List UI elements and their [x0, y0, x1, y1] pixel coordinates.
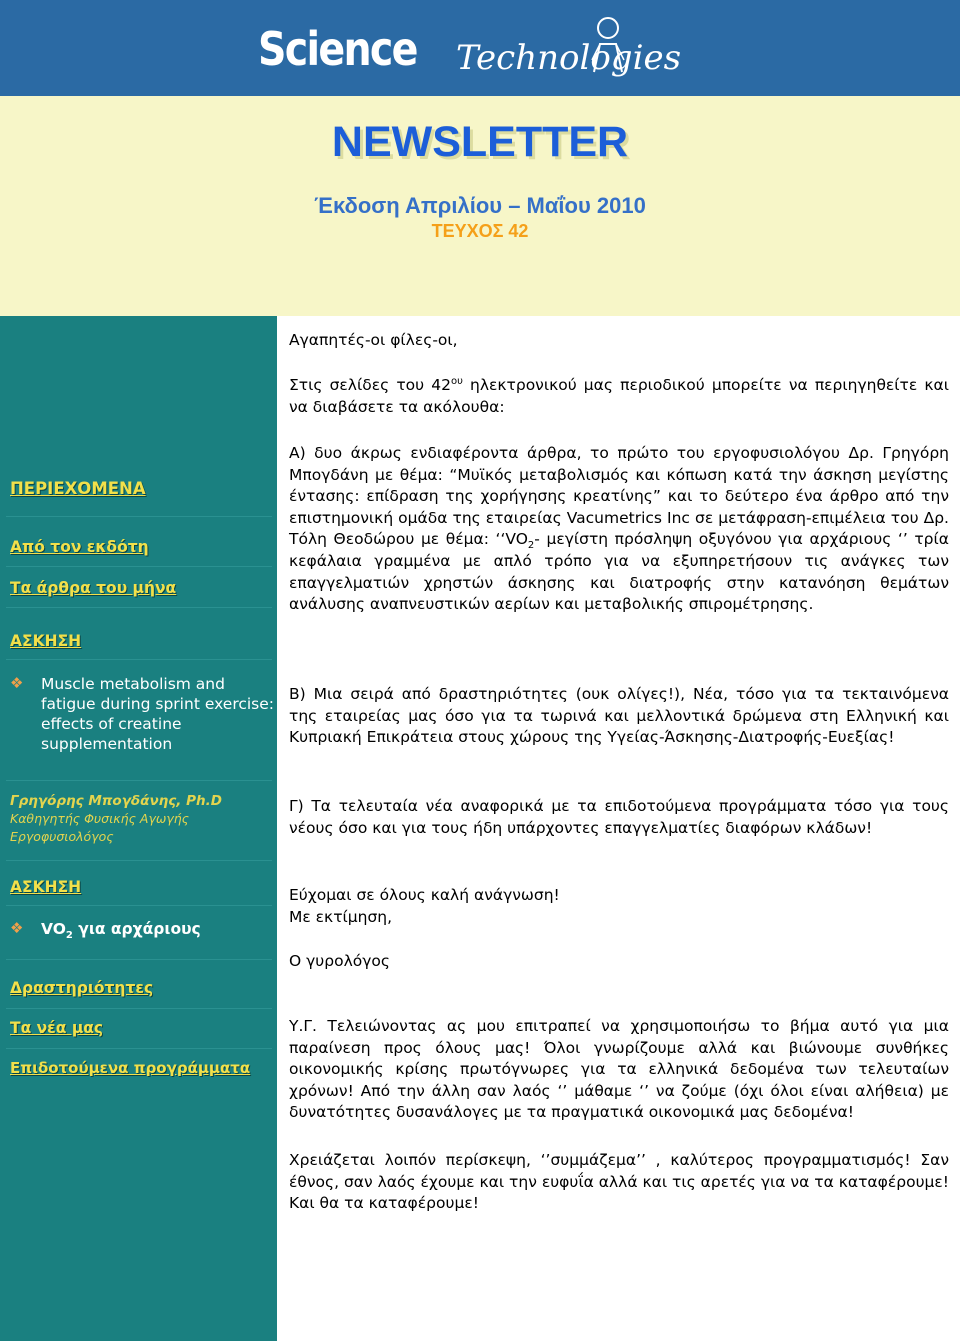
sidebar-link-exercise-2[interactable]: ΑΣΚΗΣΗ [10, 878, 82, 896]
sidebar-link-activities[interactable]: Δραστηριότητες [10, 979, 154, 997]
sidebar-link-programs[interactable]: Επιδοτούμενα προγράμματα [10, 1059, 251, 1077]
logo-main-text: Science [258, 22, 417, 76]
author-role-pe: Καθηγητής Φυσικής Αγωγής [10, 811, 189, 826]
logo-sub-text: Technologies [456, 38, 682, 78]
edition-date: Έκδοση Απριλίου – Μαΐου 2010 [314, 193, 646, 218]
closing-regards: Με εκτίμηση, [289, 908, 393, 926]
sidebar-link-from-editor[interactable]: Από τον εκδότη [10, 538, 149, 556]
greeting: Αγαπητές-οι φίλες-οι, [289, 331, 458, 349]
author-name: Γρηγόρης Μπογδάνης, Ph.D [10, 793, 222, 809]
paragraph-b: Β) Μια σειρά από δραστηριότητες (ουκ ολίγες!), Νέα, τόσο για τα τεκταινόμενα της εταιρείας μας όσο για τα τωρινά και μελλοντικά δρώμενα στη Ελληνική και Κυπριακή Επικράτεια στους χώρους της Υγείας-Άσκησης-Διατροφής-Ευεξίας! [289, 685, 949, 747]
sidebar-link-articles[interactable]: Τα άρθρα του μήνα [10, 579, 177, 597]
sidebar-article-creatine[interactable]: Muscle metabolism and fatigue during sprint exercise: effects of creatine supplementation [41, 675, 275, 753]
intro-paragraph: Στις σελίδες του $42^{o\upsilon}$ ηλεκτρονικού μας περιοδικού μπορείτε να περιηγηθείτε και να διαβάσετε τα ακόλουθα: [289, 375, 949, 416]
newsletter-title: NEWSLETTER [331, 118, 629, 166]
postscript-2: Χρειάζεται λοιπόν περίσκεψη, ‘’συμμάζεμα’’ , καλύτερος προγραμματισμός! Σαν έθνος, σαν λαός έχουμε και την ευφυΐα αλλά και τις αρετές για να τα καταφέρουμε! Και θα τα καταφέρουμε! [289, 1151, 949, 1213]
sidebar-link-exercise[interactable]: ΑΣΚΗΣΗ [10, 632, 82, 650]
sidebar [0, 316, 277, 1341]
site-header [0, 0, 960, 96]
sidebar-link-news[interactable]: Τα νέα μας [10, 1019, 104, 1037]
paragraph-a: Α) δυο άκρως ενδιαφέροντα άρθρα, το πρώτο του εργοφυσιολόγου Δρ. Γρηγόρη Μπογδάνη με θέμα: “Μυϊκός μεταβολισμός και κόπωση κατά την άσκηση μεγίστης έντασης: επίδραση της χορήγησης κρεατίνης” και το δεύτερο ένα άρθρο από την επιστημονική ομάδα της εταιρείας Vacumetrics Inc σε μετάφραση-επιμέλεια του Δρ. Τόλη Θεοδώρου με θέμα: ‘‘$VO_2-$ μεγίστη πρόσληψη οξυγόνου για αρχάριους ‘’ τρία κεφάλαια γραμμένα με απλό τρόπο για να εξυπηρετήσουν τις ανάγκες των επαγγελματιών χρηστών άσκησης και διατροφής στην κατανόηση θεμάτων ανάλυσης αναπνευστικών αερίων και μεταβολικής σπιρομέτρησης. [289, 444, 949, 614]
postscript-1: Υ.Γ. Τελειώνοντας ας μου επιτραπεί να χρησιμοποιήσω το βήμα αυτό για μια παραίνεση προς όλους μας! Όλοι γνωρίζουμε αλλά και βιώνουμε συνθήκες οικονομικής κρίσης πρωτόγνωρες για τα ελληνικά δεδομένα των τελευταίων χρόνων! Από την άλλη σαν λαός ‘’ μάθαμε ‘’ να ζούμε (όχι όλοι είναι αλήθεια) με δυνατότητες δυσανάλογες με τα πραγματικά οικονομικά μας δεδομένα! [289, 1017, 949, 1122]
paragraph-c: Γ) Τα τελευταία νέα αναφορικά με τα επιδοτούμενα προγράμματα τόσο για τους νέους όσο και για τους ήδη υπάρχοντες επαγγελματίες διαφόρων κλάδων! [289, 797, 949, 837]
science-technologies-logo [258, 22, 682, 82]
scientist-figure-icon [588, 14, 628, 74]
sidebar-article-vo2[interactable]: $VO_2$ για αρχάριους [41, 920, 201, 942]
author-role-physiologist: Εργοφυσιολόγος [10, 829, 114, 844]
signature: Ο γυρολόγος [289, 952, 390, 970]
diamond-bullet-icon: ❖ [10, 674, 24, 692]
diamond-bullet-icon: ❖ [10, 919, 24, 937]
sidebar-contents-heading[interactable]: ΠΕΡΙΕΧΟΜΕΝΑ [10, 479, 146, 498]
issue-number: ΤΕΥΧΟΣ 42 [431, 221, 529, 241]
closing-wish: Εύχομαι σε όλους καλή ανάγνωση! [289, 886, 560, 904]
